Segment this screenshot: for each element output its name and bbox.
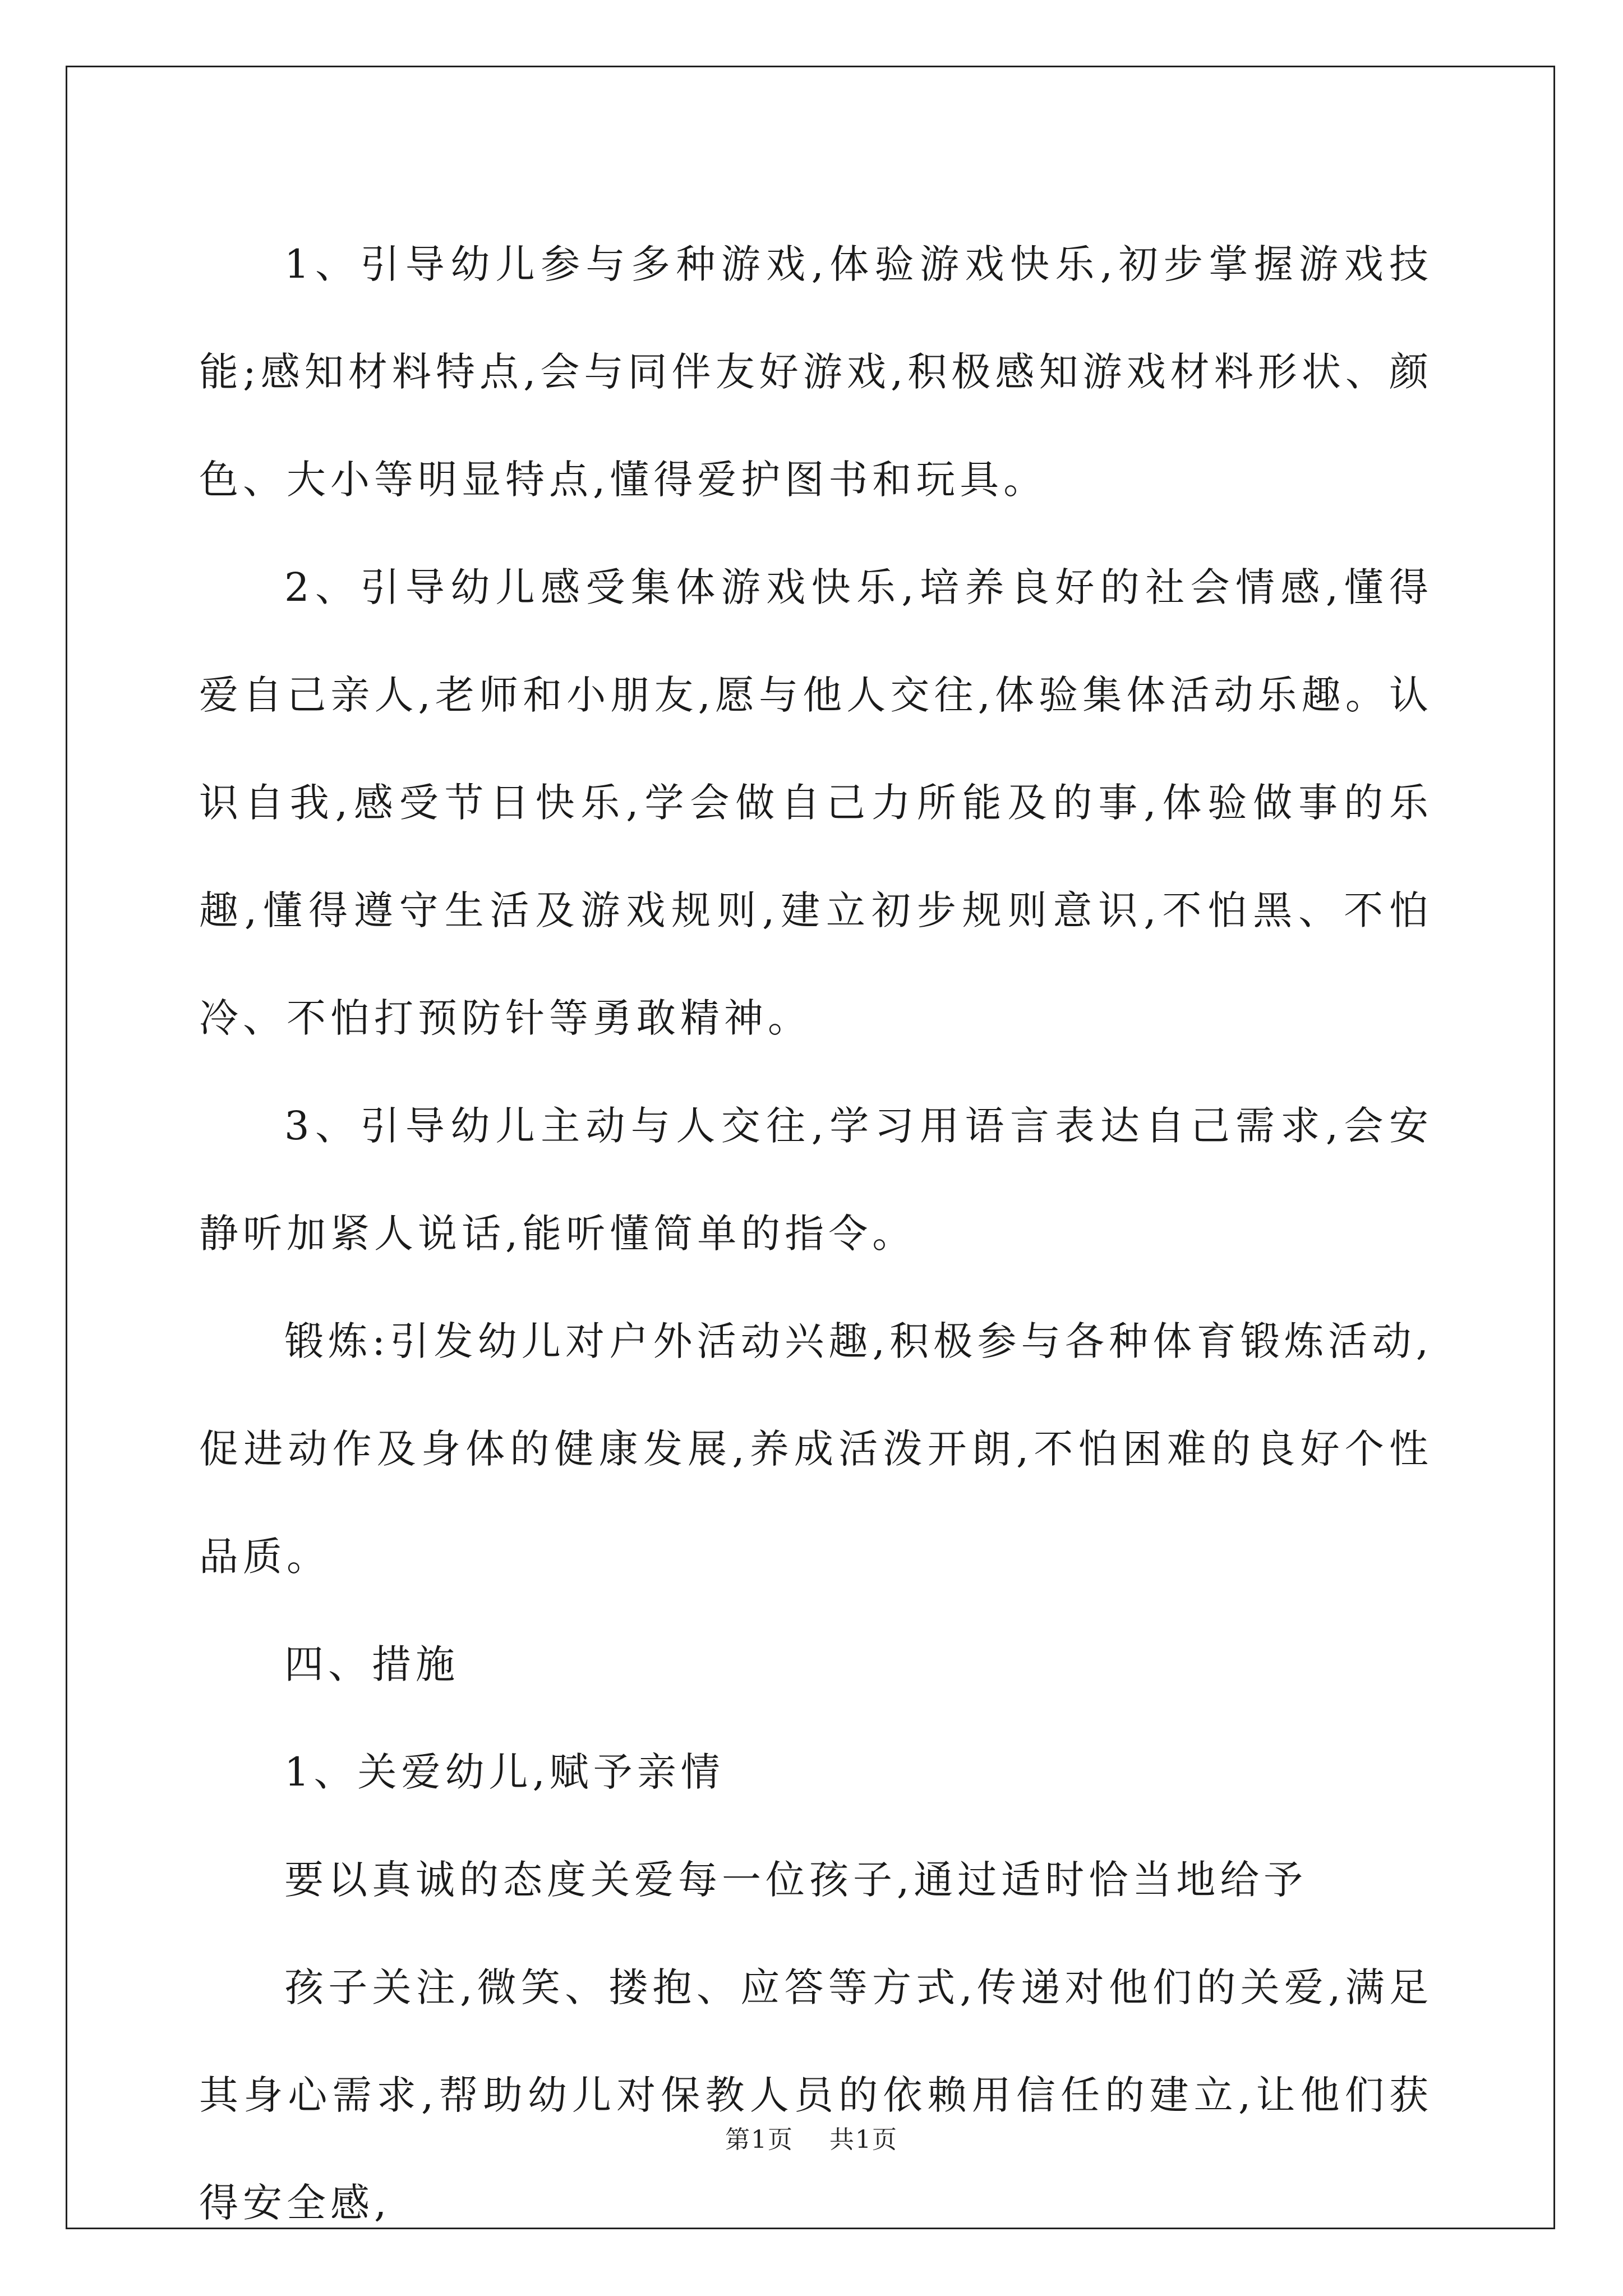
page-number: 第1页 xyxy=(725,2125,794,2154)
paragraph-goal-3: 3、引导幼儿主动与人交往,学习用语言表达自己需求,会安静听加紧人说话,能听懂简单的指令。 xyxy=(199,1103,1433,1257)
paragraph-goal-2: 2、引导幼儿感受集体游戏快乐,培养良好的社会情感,懂得爱自己亲人,老师和小朋友,愿与他人交往,体验集体活动乐趣。认识自我,感受节日快乐,学会做自己力所能及的事,体验做事的乐趣,懂得遵守生活及游戏规则,建立初步规则意识,不怕黑、不怕冷、不怕打预防针等勇敢精神。 xyxy=(199,564,1433,1041)
section-heading-measures: 四、措施 xyxy=(284,1641,459,1687)
page-total: 共1页 xyxy=(829,2125,898,2154)
subheading-care: 1、关爱幼儿,赋予亲情 xyxy=(284,1749,725,1795)
paragraph-goal-1: 1、引导幼儿参与多种游戏,体验游戏快乐,初步掌握游戏技能;感知材料特点,会与同伴友好游戏,积极感知游戏材料形状、颜色、大小等明显特点,懂得爱护图书和玩具。 xyxy=(199,241,1433,503)
paragraph-care-2: 孩子关注,微笑、搂抱、应答等方式,传递对他们的关爱,满足其身心需求,帮助幼儿对保教人员的依赖用信任的建立,让他们获得安全感, xyxy=(199,1964,1433,2226)
page-footer xyxy=(0,2119,1623,2155)
paragraph-exercise: 锻炼:引发幼儿对户外活动兴趣,积极参与各种体育锻炼活动,促进动作及身体的健康发展,养成活泼开朗,不怕困难的良好个性品质。 xyxy=(199,1318,1433,1580)
paragraph-care-1: 要以真诚的态度关爱每一位孩子,通过适时恰当地给予 xyxy=(284,1857,1308,1903)
document-body xyxy=(199,210,1433,2257)
